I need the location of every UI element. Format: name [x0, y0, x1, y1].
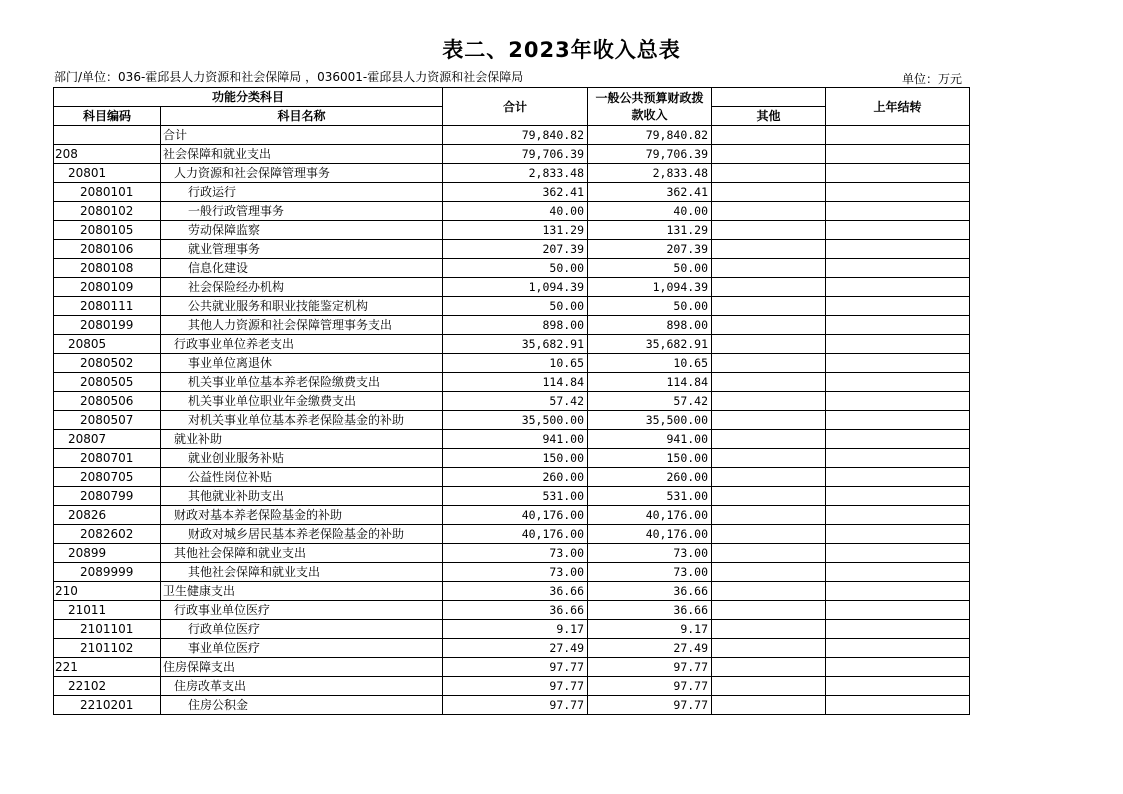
table-row — [54, 183, 970, 202]
subject-name-cell: 财政对基本养老保险基金的补助 — [161, 506, 443, 525]
subject-name-cell: 行政事业单位医疗 — [161, 601, 443, 620]
table-row — [54, 544, 970, 563]
subject-name-cell: 劳动保障监察 — [161, 221, 443, 240]
general-budget-cell: 73.00 — [588, 563, 712, 582]
subject-name-cell: 其他社会保障和就业支出 — [161, 563, 443, 582]
carryover-cell — [826, 221, 970, 240]
subject-code-cell: 2080199 — [54, 316, 161, 335]
general-budget-cell: 2,833.48 — [588, 164, 712, 183]
subject-name-cell: 就业补助 — [161, 430, 443, 449]
other-cell — [712, 582, 826, 601]
general-budget-cell: 36.66 — [588, 582, 712, 601]
subject-name-cell: 一般行政管理事务 — [161, 202, 443, 221]
page-title: 表二、2023年收入总表 — [442, 38, 681, 62]
general-budget-cell: 57.42 — [588, 392, 712, 411]
total-cell: 10.65 — [443, 354, 588, 373]
carryover-header: 上年结转 — [826, 88, 970, 126]
carryover-cell — [826, 658, 970, 677]
table-row — [54, 696, 970, 715]
subject-name-cell: 行政事业单位养老支出 — [161, 335, 443, 354]
carryover-cell — [826, 126, 970, 145]
subject-code-cell: 20801 — [54, 164, 161, 183]
subject-name-cell: 财政对城乡居民基本养老保险基金的补助 — [161, 525, 443, 544]
carryover-cell — [826, 525, 970, 544]
general-budget-cell: 36.66 — [588, 601, 712, 620]
subject-code-cell: 2080106 — [54, 240, 161, 259]
other-header-top — [712, 88, 826, 107]
other-cell — [712, 563, 826, 582]
subject-code-cell: 2080105 — [54, 221, 161, 240]
other-cell — [712, 316, 826, 335]
table-row — [54, 601, 970, 620]
table-row — [54, 126, 970, 145]
total-cell: 27.49 — [443, 639, 588, 658]
total-cell: 57.42 — [443, 392, 588, 411]
total-cell: 35,682.91 — [443, 335, 588, 354]
general-budget-cell: 10.65 — [588, 354, 712, 373]
total-cell: 73.00 — [443, 544, 588, 563]
other-cell — [712, 354, 826, 373]
total-cell: 531.00 — [443, 487, 588, 506]
other-cell — [712, 164, 826, 183]
other-cell — [712, 221, 826, 240]
general-budget-cell: 362.41 — [588, 183, 712, 202]
table-row — [54, 297, 970, 316]
subject-code-cell: 20899 — [54, 544, 161, 563]
subject-code-cell: 210 — [54, 582, 161, 601]
subject-code-cell: 2080101 — [54, 183, 161, 202]
carryover-cell — [826, 164, 970, 183]
subject-code-cell: 2089999 — [54, 563, 161, 582]
carryover-cell — [826, 183, 970, 202]
subject-code-cell: 2080701 — [54, 449, 161, 468]
general-budget-cell: 79,706.39 — [588, 145, 712, 164]
other-cell — [712, 202, 826, 221]
subject-code-cell: 20826 — [54, 506, 161, 525]
carryover-cell — [826, 487, 970, 506]
general-budget-cell: 941.00 — [588, 430, 712, 449]
table-row — [54, 316, 970, 335]
subject-code-cell: 20807 — [54, 430, 161, 449]
subject-code-cell: 2080108 — [54, 259, 161, 278]
subject-name-cell: 信息化建设 — [161, 259, 443, 278]
subject-name-cell: 机关事业单位基本养老保险缴费支出 — [161, 373, 443, 392]
subject-name-cell: 就业管理事务 — [161, 240, 443, 259]
carryover-cell — [826, 601, 970, 620]
revenue-table — [53, 87, 970, 715]
subject-name-cell: 人力资源和社会保障管理事务 — [161, 164, 443, 183]
other-cell — [712, 468, 826, 487]
general-budget-cell: 73.00 — [588, 544, 712, 563]
subject-name-cell: 行政单位医疗 — [161, 620, 443, 639]
general-budget-cell: 114.84 — [588, 373, 712, 392]
subject-name-cell: 合计 — [161, 126, 443, 145]
table-row — [54, 639, 970, 658]
subject-code-cell: 221 — [54, 658, 161, 677]
other-cell — [712, 601, 826, 620]
table-body — [54, 88, 970, 715]
general-budget-cell: 27.49 — [588, 639, 712, 658]
subject-name-cell: 就业创业服务补贴 — [161, 449, 443, 468]
carryover-cell — [826, 582, 970, 601]
subject-code-cell: 2101102 — [54, 639, 161, 658]
subject-name-cell: 其他人力资源和社会保障管理事务支出 — [161, 316, 443, 335]
subject-code-cell: 2080506 — [54, 392, 161, 411]
subject-code-cell: 22102 — [54, 677, 161, 696]
other-header: 其他 — [712, 107, 826, 126]
carryover-cell — [826, 392, 970, 411]
carryover-cell — [826, 544, 970, 563]
carryover-cell — [826, 411, 970, 430]
carryover-cell — [826, 468, 970, 487]
table-row — [54, 430, 970, 449]
table-row — [54, 487, 970, 506]
other-cell — [712, 658, 826, 677]
general-budget-cell: 97.77 — [588, 677, 712, 696]
subject-name-cell: 其他就业补助支出 — [161, 487, 443, 506]
subject-code-cell: 2080799 — [54, 487, 161, 506]
subject-name-cell: 其他社会保障和就业支出 — [161, 544, 443, 563]
total-cell: 9.17 — [443, 620, 588, 639]
total-cell: 36.66 — [443, 601, 588, 620]
total-cell: 114.84 — [443, 373, 588, 392]
other-cell — [712, 487, 826, 506]
subject-name-cell: 住房保障支出 — [161, 658, 443, 677]
carryover-cell — [826, 696, 970, 715]
other-cell — [712, 696, 826, 715]
total-cell: 79,706.39 — [443, 145, 588, 164]
total-cell: 260.00 — [443, 468, 588, 487]
subject-name-cell: 住房改革支出 — [161, 677, 443, 696]
subject-code-cell: 2080502 — [54, 354, 161, 373]
subject-code-cell: 2080705 — [54, 468, 161, 487]
general-budget-cell: 40,176.00 — [588, 525, 712, 544]
total-cell: 97.77 — [443, 658, 588, 677]
general-budget-cell: 50.00 — [588, 297, 712, 316]
table-row — [54, 202, 970, 221]
total-cell: 40.00 — [443, 202, 588, 221]
general-budget-cell: 40,176.00 — [588, 506, 712, 525]
subject-name-cell: 公共就业服务和职业技能鉴定机构 — [161, 297, 443, 316]
carryover-cell — [826, 373, 970, 392]
table-row — [54, 525, 970, 544]
total-header: 合计 — [443, 88, 588, 126]
subject-code-cell: 208 — [54, 145, 161, 164]
other-cell — [712, 297, 826, 316]
general-budget-cell: 79,840.82 — [588, 126, 712, 145]
department-line: 部门/单位：036-霍邱县人力资源和社会保障局 ，036001-霍邱县人力资源和社会保障局 — [54, 70, 524, 84]
subject-name-cell: 事业单位医疗 — [161, 639, 443, 658]
other-cell — [712, 278, 826, 297]
subject-name-cell: 公益性岗位补贴 — [161, 468, 443, 487]
carryover-cell — [826, 278, 970, 297]
subject-code-cell: 2080109 — [54, 278, 161, 297]
table-row — [54, 506, 970, 525]
subject-code-cell: 2080111 — [54, 297, 161, 316]
table-row — [54, 468, 970, 487]
other-cell — [712, 639, 826, 658]
total-cell: 40,176.00 — [443, 525, 588, 544]
subject-name-cell: 对机关事业单位基本养老保险基金的补助 — [161, 411, 443, 430]
general-budget-header-line2: 款收入 — [631, 107, 668, 122]
subject-name-cell: 社会保障和就业支出 — [161, 145, 443, 164]
other-cell — [712, 430, 826, 449]
total-cell: 207.39 — [443, 240, 588, 259]
other-cell — [712, 677, 826, 696]
func-group-header: 功能分类科目 — [54, 88, 443, 107]
total-cell: 2,833.48 — [443, 164, 588, 183]
other-cell — [712, 373, 826, 392]
total-cell: 131.29 — [443, 221, 588, 240]
other-cell — [712, 525, 826, 544]
total-cell: 150.00 — [443, 449, 588, 468]
other-cell — [712, 620, 826, 639]
table-row — [54, 278, 970, 297]
other-cell — [712, 544, 826, 563]
table-row — [54, 354, 970, 373]
table-row — [54, 563, 970, 582]
general-budget-cell: 97.77 — [588, 696, 712, 715]
carryover-cell — [826, 240, 970, 259]
total-cell: 50.00 — [443, 297, 588, 316]
table-row — [54, 582, 970, 601]
subject-code-cell: 20805 — [54, 335, 161, 354]
carryover-cell — [826, 677, 970, 696]
table-row — [54, 259, 970, 278]
table-row — [54, 392, 970, 411]
general-budget-header-line1: 一般公共预算财政拨 — [595, 90, 704, 105]
carryover-cell — [826, 202, 970, 221]
carryover-cell — [826, 297, 970, 316]
general-budget-cell: 50.00 — [588, 259, 712, 278]
unit-label: 单位：万元 — [902, 72, 963, 86]
table-row — [54, 620, 970, 639]
total-cell: 73.00 — [443, 563, 588, 582]
total-cell: 97.77 — [443, 696, 588, 715]
carryover-cell — [826, 354, 970, 373]
table-row — [54, 449, 970, 468]
other-cell — [712, 126, 826, 145]
table-row — [54, 240, 970, 259]
total-cell: 40,176.00 — [443, 506, 588, 525]
subject-name-cell: 住房公积金 — [161, 696, 443, 715]
subject-code-cell: 2101101 — [54, 620, 161, 639]
subject-code-cell: 21011 — [54, 601, 161, 620]
total-cell: 50.00 — [443, 259, 588, 278]
other-cell — [712, 506, 826, 525]
subject-code-cell: 2082602 — [54, 525, 161, 544]
name-header: 科目名称 — [161, 107, 443, 126]
carryover-cell — [826, 563, 970, 582]
other-cell — [712, 183, 826, 202]
table-row — [54, 411, 970, 430]
carryover-cell — [826, 449, 970, 468]
general-budget-header — [588, 88, 712, 126]
total-cell: 35,500.00 — [443, 411, 588, 430]
general-budget-cell: 9.17 — [588, 620, 712, 639]
subject-name-cell: 机关事业单位职业年金缴费支出 — [161, 392, 443, 411]
total-cell: 36.66 — [443, 582, 588, 601]
other-cell — [712, 240, 826, 259]
general-budget-cell: 1,094.39 — [588, 278, 712, 297]
general-budget-cell: 531.00 — [588, 487, 712, 506]
subject-code-cell: 2080505 — [54, 373, 161, 392]
carryover-cell — [826, 335, 970, 354]
table-row — [54, 373, 970, 392]
table-row — [54, 677, 970, 696]
carryover-cell — [826, 620, 970, 639]
subject-code-cell: 2080507 — [54, 411, 161, 430]
carryover-cell — [826, 259, 970, 278]
total-cell: 97.77 — [443, 677, 588, 696]
table-row — [54, 335, 970, 354]
other-cell — [712, 411, 826, 430]
general-budget-cell: 898.00 — [588, 316, 712, 335]
total-cell: 941.00 — [443, 430, 588, 449]
header-row-1 — [54, 88, 970, 107]
carryover-cell — [826, 506, 970, 525]
total-cell: 362.41 — [443, 183, 588, 202]
carryover-cell — [826, 639, 970, 658]
code-header: 科目编码 — [54, 107, 161, 126]
other-cell — [712, 259, 826, 278]
carryover-cell — [826, 316, 970, 335]
subject-code-cell — [54, 126, 161, 145]
general-budget-cell: 260.00 — [588, 468, 712, 487]
general-budget-cell: 97.77 — [588, 658, 712, 677]
total-cell: 898.00 — [443, 316, 588, 335]
other-cell — [712, 335, 826, 354]
general-budget-cell: 131.29 — [588, 221, 712, 240]
subject-name-cell: 社会保险经办机构 — [161, 278, 443, 297]
table-row — [54, 145, 970, 164]
other-cell — [712, 392, 826, 411]
subject-name-cell: 卫生健康支出 — [161, 582, 443, 601]
subject-name-cell: 事业单位离退休 — [161, 354, 443, 373]
subject-name-cell: 行政运行 — [161, 183, 443, 202]
table-row — [54, 164, 970, 183]
carryover-cell — [826, 430, 970, 449]
general-budget-cell: 35,500.00 — [588, 411, 712, 430]
general-budget-cell: 40.00 — [588, 202, 712, 221]
general-budget-cell: 35,682.91 — [588, 335, 712, 354]
table-row — [54, 658, 970, 677]
total-cell: 1,094.39 — [443, 278, 588, 297]
general-budget-cell: 150.00 — [588, 449, 712, 468]
other-cell — [712, 449, 826, 468]
total-cell: 79,840.82 — [443, 126, 588, 145]
carryover-cell — [826, 145, 970, 164]
subject-code-cell: 2210201 — [54, 696, 161, 715]
other-cell — [712, 145, 826, 164]
subject-code-cell: 2080102 — [54, 202, 161, 221]
general-budget-cell: 207.39 — [588, 240, 712, 259]
table-row — [54, 221, 970, 240]
